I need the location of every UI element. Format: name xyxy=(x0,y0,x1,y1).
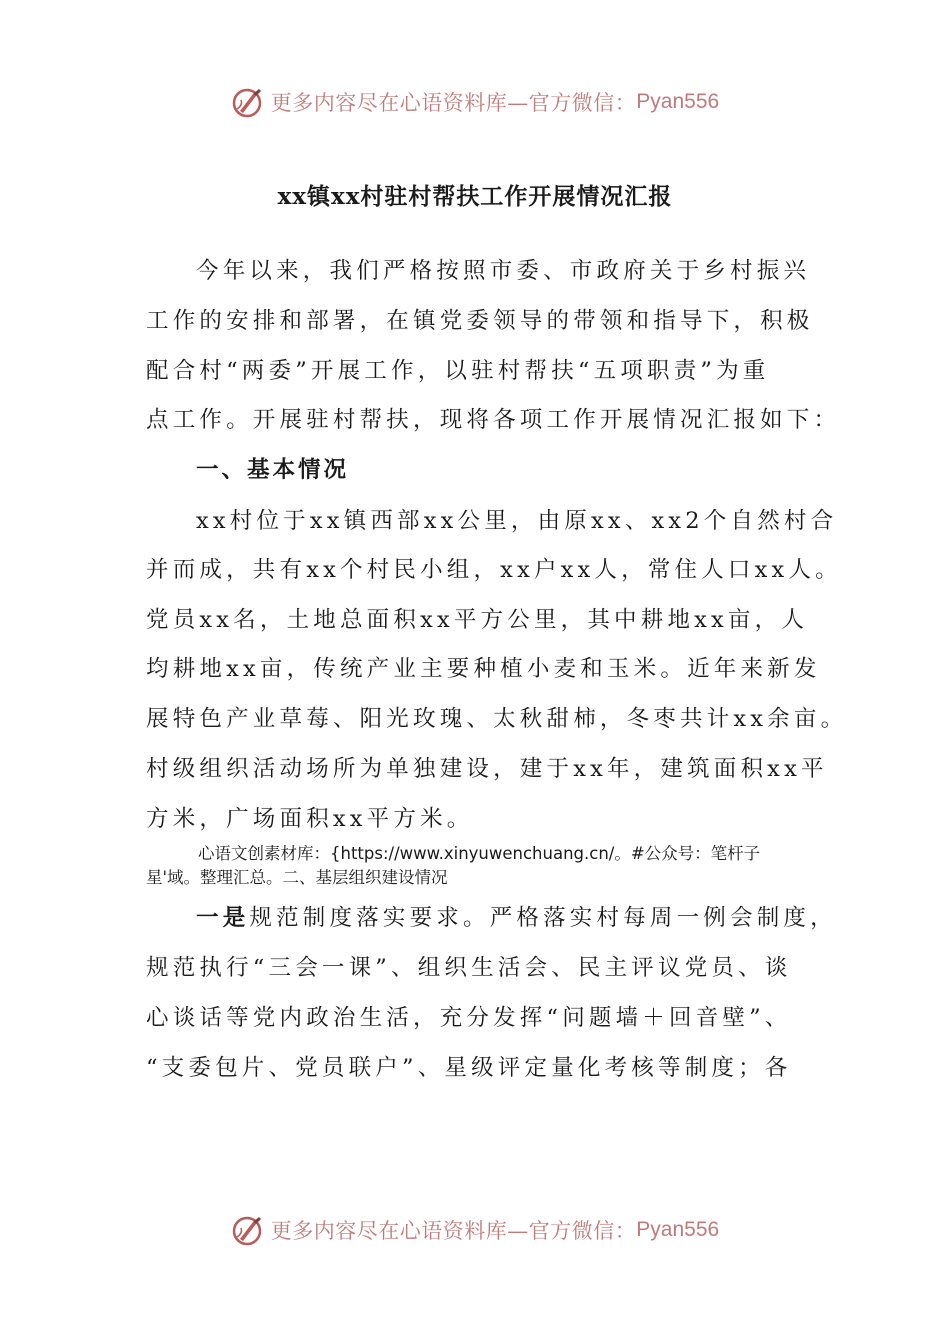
point1-line-4: “支委包片、党员联户”、星级评定量化考核等制度；各 xyxy=(146,1055,792,1081)
basic-line-3: 党员xx名，土地总面积xx平方公里，其中耕地xx亩，人 xyxy=(146,607,809,633)
banner-text: 更多内容尽在心语资料库—官方微信： xyxy=(270,1219,637,1243)
footer-watermark-banner xyxy=(0,1208,950,1252)
basic-line-7: 方米，广场面积xx平方米。 xyxy=(146,806,474,832)
header-watermark-banner xyxy=(0,80,950,124)
basic-line-4: 均耕地xx亩，传统产业主要种植小麦和玉米。近年来新发 xyxy=(146,656,821,682)
pen-logo-icon xyxy=(231,1213,265,1247)
banner-wechat-id: Pyan556 xyxy=(636,1218,720,1241)
point1-line-2: 规范执行“三会一课”、组织生活会、民主评议党员、谈 xyxy=(146,955,792,981)
banner-text: 更多内容尽在心语资料库—官方微信： xyxy=(270,91,637,115)
point1-line-1 xyxy=(196,903,837,933)
point1-lead: 一是 xyxy=(196,905,250,931)
intro-line-1: 今年以来，我们严格按照市委、市政府关于乡村振兴 xyxy=(196,258,811,284)
intro-line-4: 点工作。开展驻村帮扶，现将各项工作开展情况汇报如下： xyxy=(146,407,841,433)
basic-line-6: 村级组织活动场所为单独建设，建于xx年，建筑面积xx平 xyxy=(146,756,828,782)
point1-line-1-text: 规范制度落实要求。严格落实村每周一例会制度， xyxy=(249,905,837,931)
basic-line-1: xx村位于xx镇西部xx公里，由原xx、xx2个自然村合 xyxy=(196,508,838,534)
banner-wechat-id: Pyan556 xyxy=(636,90,720,113)
intro-line-2: 工作的安排和部署，在镇党委领导的带领和指导下，积极 xyxy=(146,308,814,334)
source-note-line-1: 心语文创素材库：{https://www.xinyuwenchuang.cn/。#公众号：笔杆子 xyxy=(198,844,761,863)
intro-line-3: 配合村“两委”开展工作，以驻村帮扶“五项职责”为重 xyxy=(146,358,770,384)
section-heading-basic: 一、基本情况 xyxy=(196,457,350,483)
point1-line-3: 心谈话等党内政治生活，充分发挥“问题墙＋回音壁”、 xyxy=(146,1005,792,1031)
basic-line-2: 并而成，共有xx个村民小组，xx户xx人，常住人口xx人。 xyxy=(146,557,842,583)
basic-line-5: 展特色产业草莓、阳光玫瑰、太秋甜柿，冬枣共计xx余亩。 xyxy=(146,706,848,732)
pen-logo-icon xyxy=(231,85,265,119)
document-title: xx镇xx村驻村帮扶工作开展情况汇报 xyxy=(277,183,673,210)
source-note-line-2: 星'域。整理汇总。二、基层组织建设情况 xyxy=(146,868,448,887)
